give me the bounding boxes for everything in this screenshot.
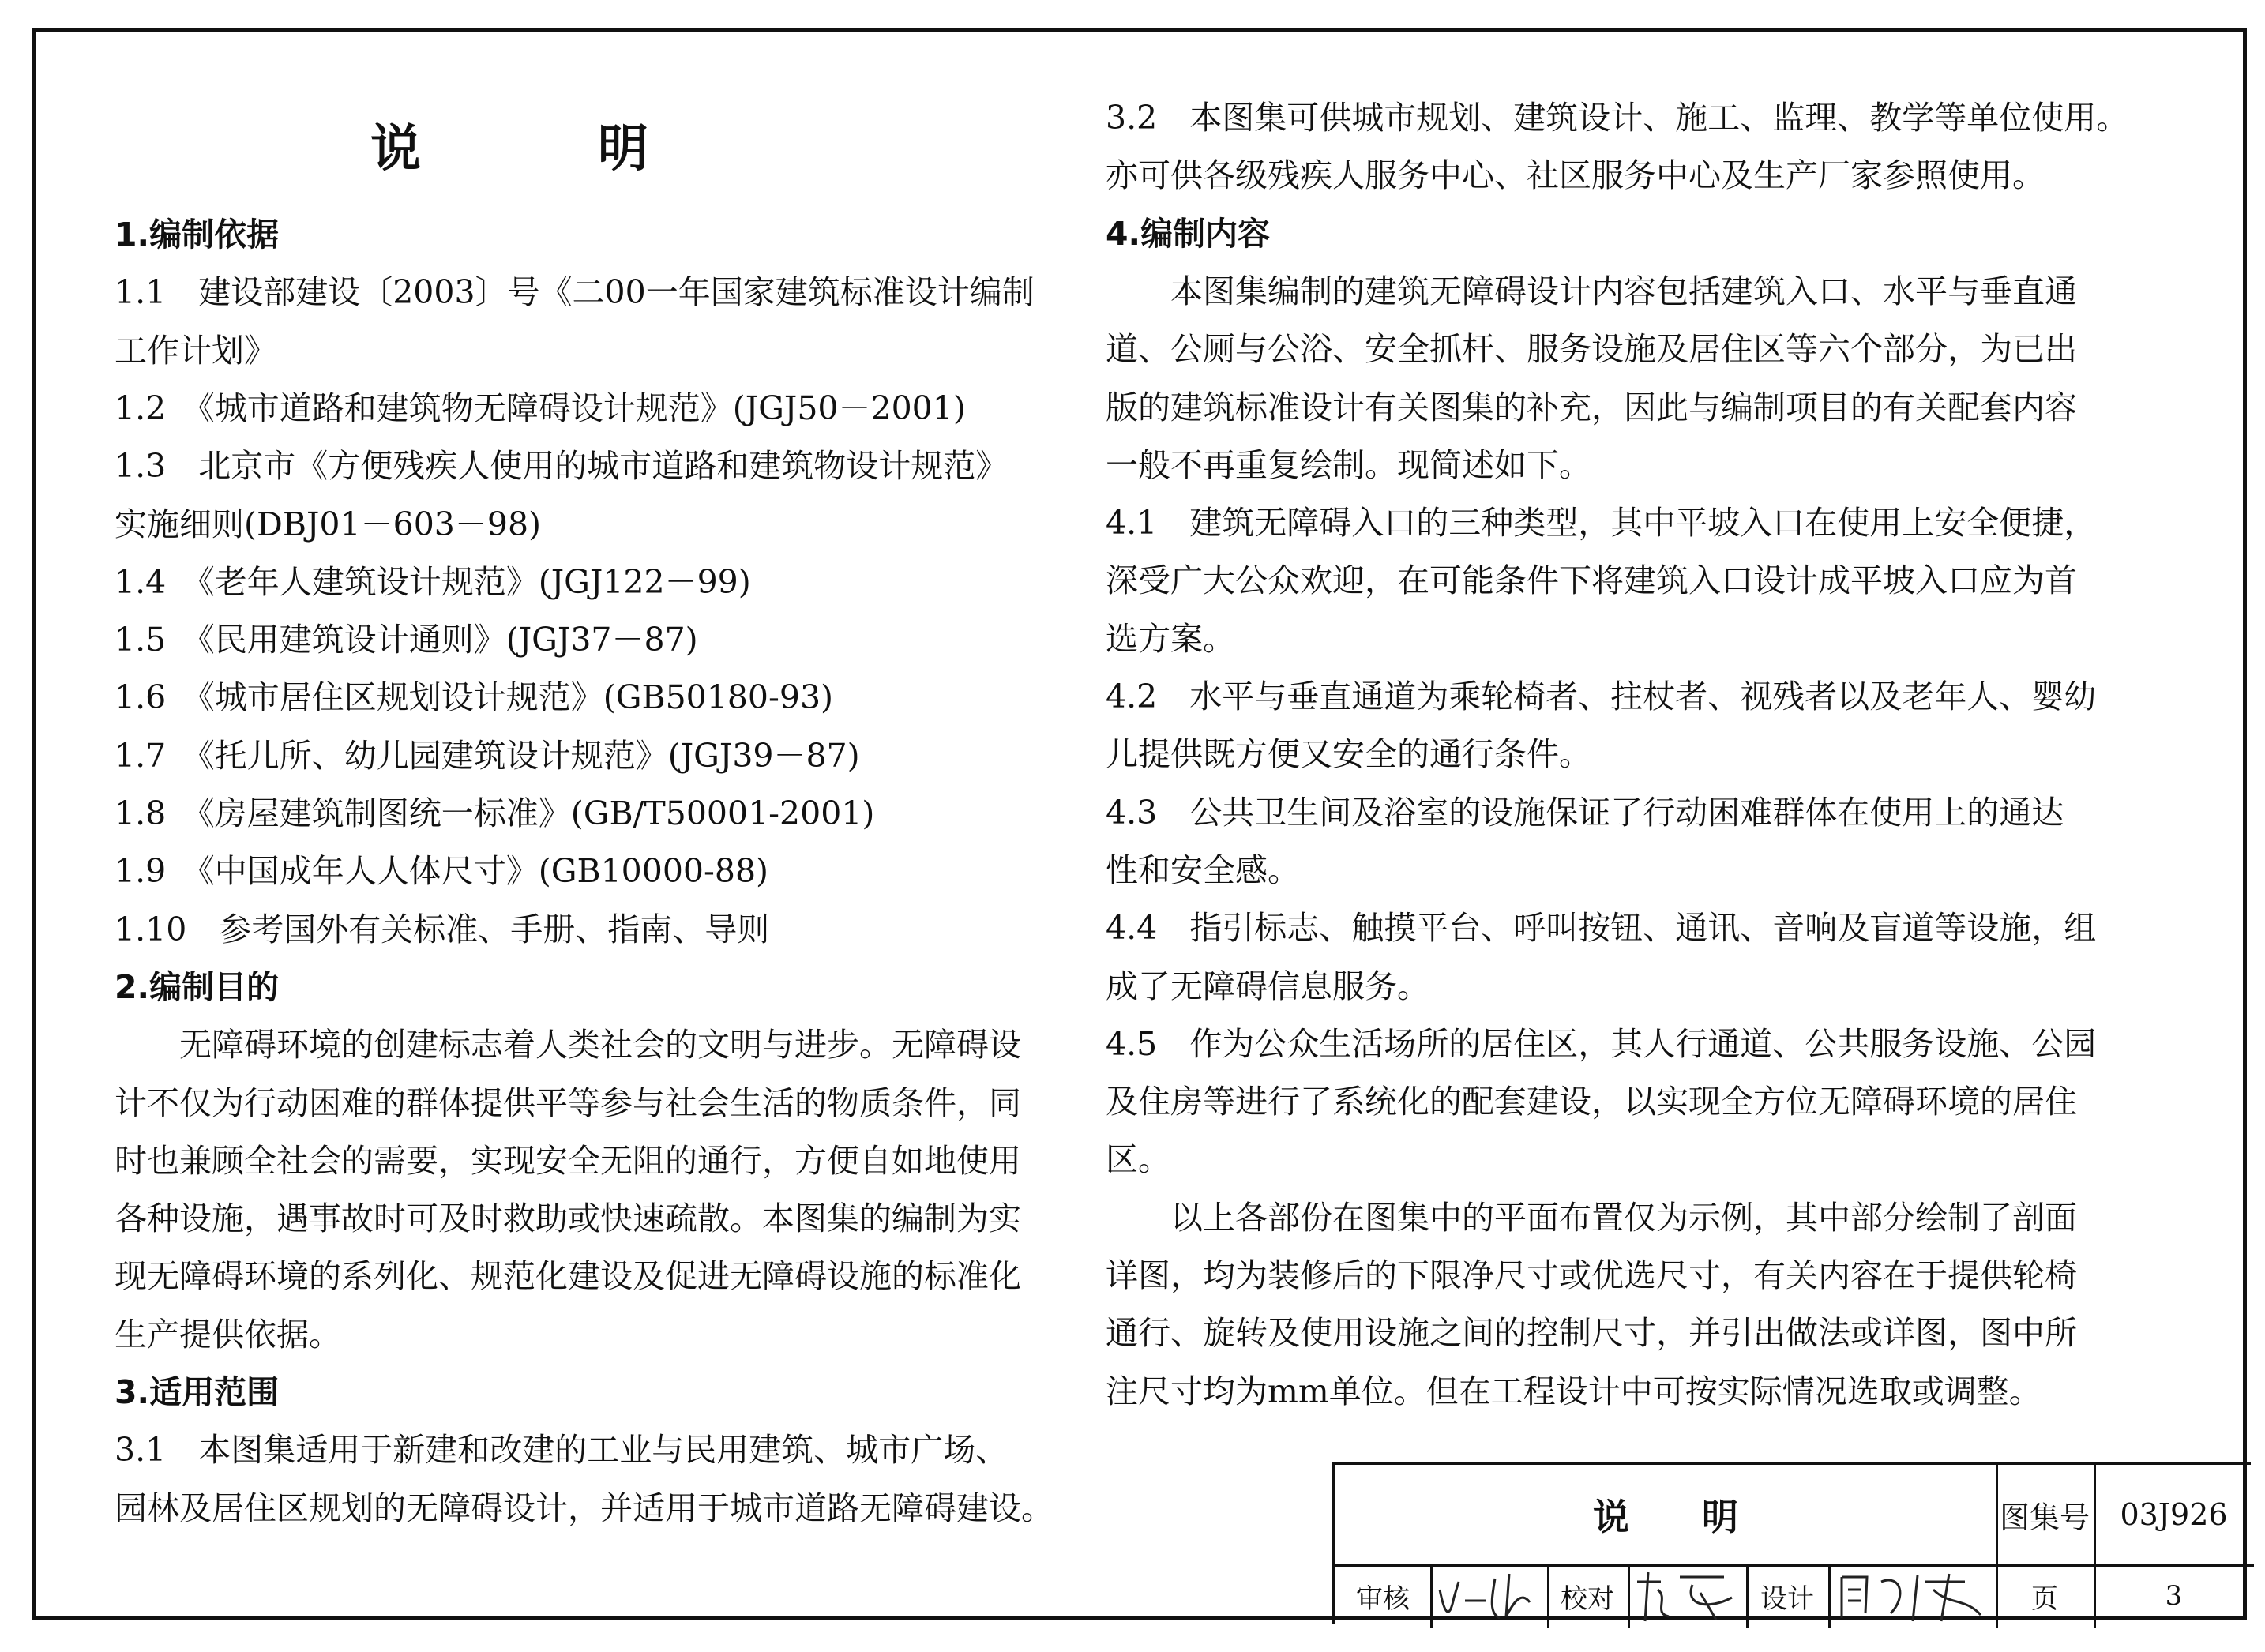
text-line: 4.5 作为公众生活场所的居住区，其人行通道、公共服务设施、公园 bbox=[1106, 1024, 2097, 1063]
title-block bbox=[1332, 1462, 2251, 1624]
text-line: 详图，均为装修后的下限净尺寸或优选尺寸，有关内容在于提供轮椅 bbox=[1106, 1256, 2077, 1294]
text-line: 以上各部份在图集中的平面布置仅为示例，其中部分绘制了剖面 bbox=[1106, 1198, 2077, 1237]
text-line: 1.6 《城市居住区规划设计规范》(GB50180-93) bbox=[115, 678, 834, 717]
text-line: 成了无障碍信息服务。 bbox=[1106, 967, 1429, 1005]
section-heading: 1.编制依据 bbox=[115, 216, 280, 253]
check-signature bbox=[1628, 1564, 1746, 1628]
design-label: 设计 bbox=[1760, 1583, 1814, 1615]
document-title: 说 明 bbox=[370, 119, 712, 178]
text-line: 4.2 水平与垂直通道为乘轮椅者、拄杖者、视残者以及老年人、婴幼 bbox=[1106, 678, 2097, 715]
text-line: 实施细则(DBJ01－603－98) bbox=[115, 505, 542, 543]
text-line: 通行、旋转及使用设施之间的控制尺寸，并引出做法或详图，图中所 bbox=[1106, 1314, 2077, 1353]
text-line: 1.5 《民用建筑设计通则》(JGJ37－87) bbox=[115, 621, 698, 659]
text-line: 无障碍环境的创建标志着人类社会的文明与进步。无障碍设 bbox=[115, 1026, 1021, 1064]
atlas-number: 03J926 bbox=[2120, 1497, 2228, 1532]
section-heading: 4.编制内容 bbox=[1106, 214, 1271, 253]
signature-mark bbox=[1433, 1566, 1544, 1626]
page-label: 页 bbox=[2031, 1583, 2058, 1615]
text-line: 1.3 北京市《方便残疾人使用的城市道路和建筑物设计规范》 bbox=[115, 447, 1009, 486]
text-line: 计不仅为行动困难的群体提供平等参与社会生活的物质条件，同 bbox=[115, 1083, 1021, 1122]
review-label: 审核 bbox=[1356, 1583, 1410, 1615]
text-line: 1.10 参考国外有关标准、手册、指南、导则 bbox=[115, 910, 770, 948]
text-line: 深受广大公众欢迎，在可能条件下将建筑入口设计成平坡入口应为首 bbox=[1106, 561, 2077, 600]
text-line: 亦可供各级残疾人服务中心、社区服务中心及生产厂家参照使用。 bbox=[1106, 156, 2045, 195]
text-line: 4.1 建筑无障碍入口的三种类型，其中平坡入口在使用上安全便捷， bbox=[1106, 504, 2097, 543]
text-line: 道、公厕与公浴、安全抓杆、服务设施及居住区等六个部分，为已出 bbox=[1106, 330, 2077, 369]
design-signature bbox=[1828, 1564, 1996, 1628]
text-line: 时也兼顾全社会的需要，实现安全无阻的通行，方便自如地使用 bbox=[115, 1141, 1021, 1180]
text-line: 一般不再重复绘制。现简述如下。 bbox=[1106, 445, 1591, 484]
text-line: 儿提供既方便又安全的通行条件。 bbox=[1106, 735, 1591, 774]
text-line: 区。 bbox=[1106, 1140, 1170, 1179]
text-line: 选方案。 bbox=[1106, 619, 1235, 658]
text-line: 1.4 《老年人建筑设计规范》(JGJ122－99) bbox=[115, 562, 751, 601]
text-line: 3.2 本图集可供城市规划、建筑设计、施工、监理、教学等单位使用。 bbox=[1106, 99, 2129, 137]
review-signature bbox=[1430, 1564, 1547, 1628]
text-line: 园林及居住区规划的无障碍设计，并适用于城市道路无障碍建设。 bbox=[115, 1489, 1054, 1527]
text-line: 注尺寸均为mm单位。但在工程设计中可按实际情况选取或调整。 bbox=[1106, 1372, 2042, 1410]
text-line: 1.7 《托儿所、幼儿园建筑设计规范》(JGJ39－87) bbox=[115, 736, 860, 775]
text-line: 版的建筑标准设计有关图集的补充，因此与编制项目的有关配套内容 bbox=[1106, 388, 2077, 426]
text-line: 生产提供依据。 bbox=[115, 1315, 341, 1354]
drawing-sheet-frame bbox=[32, 28, 2247, 1620]
text-line: 各种设施，遇事故时可及时救助或快速疏散。本图集的编制为实 bbox=[115, 1200, 1021, 1238]
signature-mark bbox=[1629, 1566, 1745, 1626]
signature-mark bbox=[1831, 1566, 1993, 1626]
atlas-number-label: 图集号 bbox=[1999, 1500, 2090, 1535]
text-line: 性和安全感。 bbox=[1106, 850, 1300, 889]
text-line: 本图集编制的建筑无障碍设计内容包括建筑入口、水平与垂直通 bbox=[1106, 272, 2077, 310]
text-line: 1.2 《城市道路和建筑物无障碍设计规范》(JGJ50－2001) bbox=[115, 389, 966, 427]
text-line: 1.9 《中国成年人人体尺寸》(GB10000-88) bbox=[115, 852, 769, 891]
page-number: 3 bbox=[2165, 1580, 2183, 1612]
text-line: 1.8 《房屋建筑制图统一标准》(GB/T50001-2001) bbox=[115, 794, 875, 832]
text-line: 现无障碍环境的系列化、规范化建设及促进无障碍设施的标准化 bbox=[115, 1257, 1021, 1296]
text-line: 4.4 指引标志、触摸平台、呼叫按钮、通讯、音响及盲道等设施，组 bbox=[1106, 909, 2097, 948]
title-block-name: 说 明 bbox=[1593, 1496, 1738, 1538]
text-line: 1.1 建设部建设〔2003〕号《二00一年国家建筑标准设计编制 bbox=[115, 273, 1035, 312]
text-line: 4.3 公共卫生间及浴室的设施保证了行动困难群体在使用上的通达 bbox=[1106, 793, 2064, 832]
text-line: 3.1 本图集适用于新建和改建的工业与民用建筑、城市广场、 bbox=[115, 1431, 1009, 1470]
text-line: 工作计划》 bbox=[115, 331, 276, 370]
check-label: 校对 bbox=[1561, 1583, 1614, 1615]
section-heading: 2.编制目的 bbox=[115, 967, 280, 1006]
section-heading: 3.适用范围 bbox=[115, 1373, 280, 1411]
text-line: 及住房等进行了系统化的配套建设，以实现全方位无障碍环境的居住 bbox=[1106, 1083, 2077, 1121]
